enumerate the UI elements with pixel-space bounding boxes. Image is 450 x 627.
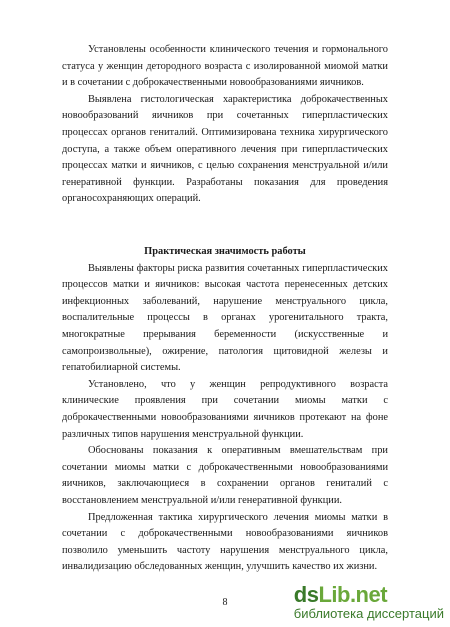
section-heading: Практическая значимость работы xyxy=(144,246,306,257)
paragraph: Обоснованы показания к оперативным вмешательствам при сочетании миомы матки с доброкачественными новообразованиями яичников, заключающиеся в сохранении органов гениталий с восстановлением менструальной и/или генеративной функции. xyxy=(62,445,388,506)
watermark-brand-lib: Lib xyxy=(318,582,350,607)
watermark-brand-ds: ds xyxy=(293,582,319,607)
dslib-watermark[interactable] xyxy=(294,584,444,621)
paragraph: Выявлена гистологическая характеристика доброкачественных новообразований яичников при сочетанных гиперпластических процессах органов гениталий. Оптимизирована техника хирургического доступа, а также объем оперативного лечения при гиперпластических процессах матки и яичников, с целью сохранения менструальной и/или генеративной функции. Разработаны показания для проведения органосохраняющих операций. xyxy=(62,93,388,205)
watermark-brand-net: .net xyxy=(349,582,388,607)
paragraph: Установлены особенности клинического течения и гормонального статуса у женщин детородного возраста с изолированной миомой матки и в сочетании с доброкачественными новообразованиями яичников. xyxy=(62,44,388,89)
paragraph: Установлено, что у женщин репродуктивного возраста клинические проявления при сочетании миомы матки с доброкачественными новообразованиями яичников протекают на фоне различных типов нарушения менструальной функции. xyxy=(62,378,388,440)
watermark-logo xyxy=(294,584,444,606)
watermark-subtitle: библиотека диссертаций xyxy=(293,606,444,621)
section-practical-significance xyxy=(62,244,388,576)
section-scientific-novelty xyxy=(62,42,388,208)
paragraph: Выявлены факторы риска развития сочетанных гиперпластических процессов матки и яичников: высокая частота перенесенных детских инфекционных заболеваний, нарушение менструального цикла, воспалительные процессы в органах урогенитального тракта, многократные прерывания беременности (искусственные и самопроизвольные), ожирение, патология щитовидной железы и гепатобилиарной системы. xyxy=(62,262,388,374)
paragraph: Предложенная тактика хирургического лечения миомы матки в сочетании с доброкачественными новообразованиями яичников позволило уменьшить частоту нарушения менструального цикла, инвалидизацию обследованных женщин, улучшить качество их жизни. xyxy=(62,511,388,573)
page-number: 8 xyxy=(222,597,228,608)
